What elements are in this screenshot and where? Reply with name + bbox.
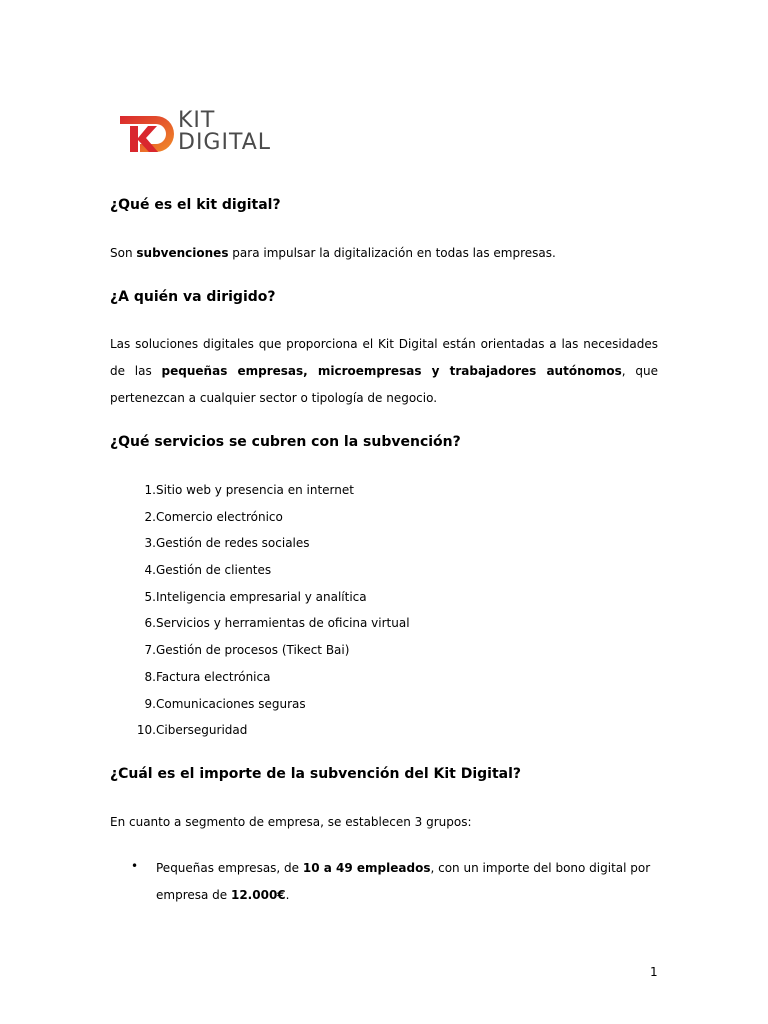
paragraph-line: [110, 358, 658, 385]
list-item: [110, 720, 248, 747]
heading-target-audience: ¿A quién va dirigido?: [110, 289, 276, 305]
bullet-icon: •: [131, 859, 139, 873]
list-item: [110, 694, 306, 721]
list-item: [110, 480, 354, 507]
list-item-number-text: 2.: [144, 509, 156, 524]
text-bold: pequeñas empresas, microempresas y trabajadores autónomos: [161, 364, 622, 378]
logo-line-1: KIT: [178, 108, 216, 133]
kit-digital-logo: [116, 110, 286, 158]
list-item-number-text: 9.: [144, 696, 156, 711]
list-item: [110, 640, 350, 667]
list-item-number: [110, 480, 156, 500]
list-item-text: Gestión de procesos (Tikect Bai): [156, 643, 350, 658]
list-item-number-text: 8.: [144, 669, 156, 684]
paragraph-line: Las soluciones digitales que proporciona el Kit Digital están orientadas a las necesidades: [110, 337, 658, 351]
list-item: [110, 560, 272, 587]
text-segment: de las: [110, 364, 162, 378]
list-item: [110, 613, 410, 640]
list-item-text: Ciberseguridad: [156, 723, 248, 738]
list-item-number-text: 4.: [144, 563, 156, 578]
list-item-number-text: 7.: [144, 643, 156, 658]
list-item-text: Servicios y herramientas de oficina virtual: [156, 616, 410, 631]
text-segment: , que: [621, 364, 658, 378]
page-number: 1: [650, 965, 658, 979]
list-item-text: Sitio web y presencia en internet: [156, 483, 354, 497]
list-item-number: [110, 667, 156, 687]
list-item-number: [110, 587, 156, 607]
list-item-number: [110, 640, 156, 660]
text-segment: , con un importe del bono digital por empresa de: [156, 861, 651, 902]
list-item-text: Factura electrónica: [156, 669, 271, 684]
paragraph-amount-intro: En cuanto a segmento de empresa, se establecen 3 grupos:: [110, 815, 472, 829]
list-item-text: Comunicaciones seguras: [156, 696, 306, 711]
list-item-number-text: 10.: [136, 723, 156, 738]
heading-services: ¿Qué servicios se cubren con la subvención?: [110, 434, 461, 450]
text-bold: subvenciones: [136, 246, 229, 260]
list-item-number: [110, 613, 156, 633]
list-item-text: Comercio electrónico: [156, 509, 283, 524]
text-bold: 12.000€: [230, 888, 286, 902]
text-segment: para impulsar la digitalización en todas las empresas.: [228, 246, 556, 260]
list-item-text: Inteligencia empresarial y analítica: [156, 589, 367, 604]
heading-what-is: ¿Qué es el kit digital?: [110, 197, 281, 213]
text-segment: Son: [110, 246, 137, 260]
text-segment: .: [285, 888, 290, 902]
list-item-number: [110, 560, 156, 580]
list-item-number-text: 3.: [144, 536, 156, 551]
text-bold: 10 a 49 empleados: [302, 861, 431, 875]
list-item: [110, 667, 271, 694]
list-item-number: [110, 507, 156, 527]
list-item-number-text: 6.: [144, 616, 156, 631]
list-item: [110, 587, 367, 614]
bullet-small-companies: [156, 855, 658, 909]
text-segment: Pequeñas empresas, de: [156, 861, 303, 875]
list-item-number: [110, 720, 156, 740]
list-item-text: Gestión de clientes: [156, 563, 272, 578]
services-list: [110, 480, 410, 747]
list-item-number: [110, 533, 156, 553]
logo-line-2: DIGITAL: [178, 130, 272, 155]
list-item-text: Gestión de redes sociales: [156, 536, 310, 551]
list-item: [110, 507, 283, 534]
list-item-number: [110, 694, 156, 714]
paragraph-line: pertenezcan a cualquier sector o tipología de negocio.: [110, 391, 438, 405]
list-item-number-text: 1.: [144, 483, 156, 497]
kit-digital-logo-icon: [116, 110, 176, 158]
list-item: [110, 533, 310, 560]
heading-amount: ¿Cuál es el importe de la subvención del Kit Digital?: [110, 766, 522, 782]
paragraph-what-is: [110, 246, 556, 260]
paragraph-target-audience: [110, 331, 658, 412]
list-item-number-text: 5.: [144, 589, 156, 604]
